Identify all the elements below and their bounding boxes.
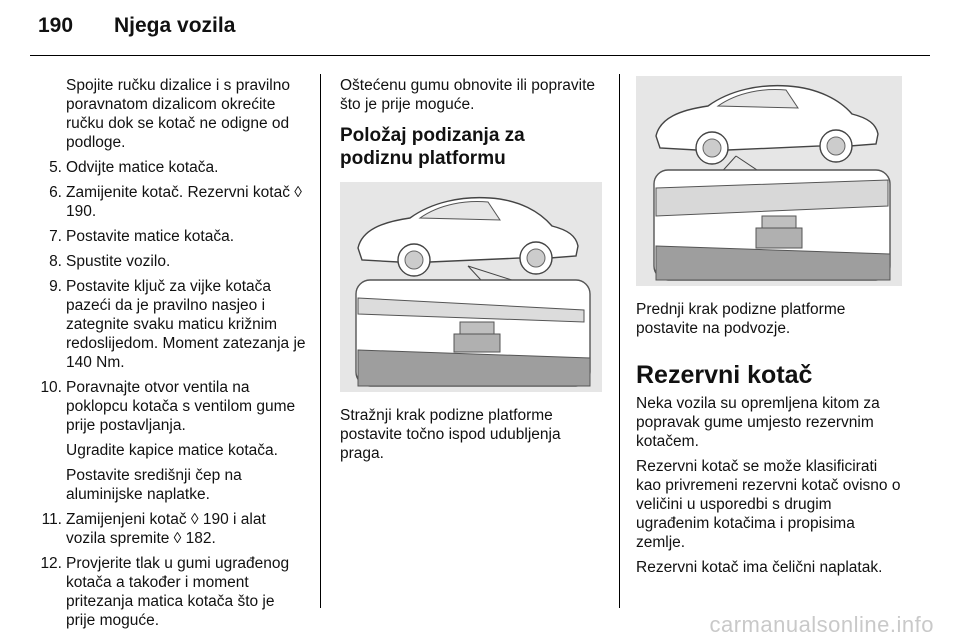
paragraph: Rezervni kotač se može klasificirati kao privremeni rezervni kotač ovisno o veličini u usporedbi s drugim ugrađenim kotačima i propisima zemlje. xyxy=(636,458,901,551)
front-lift-illustration-svg xyxy=(636,76,902,286)
paragraph: Oštećenu gumu obnovite ili popravite što je prije moguće. xyxy=(340,77,596,113)
header-rule xyxy=(30,55,930,56)
page-number: 190 xyxy=(38,14,74,37)
list-item: 7. Postavite matice kotača. xyxy=(49,228,234,245)
sub-paragraph: Postavite središnji čep na aluminijske naplatke. xyxy=(66,467,242,503)
column-3 xyxy=(636,76,902,583)
list-item: 9. Postavite ključ za vijke kotača pazeći da je pravilno nasjeo i zategnite svaku maticu križnim redoslijedom. Moment zatezanja je 140 Nm. xyxy=(49,278,306,371)
sub-paragraph: Ugradite kapice matice kotača. xyxy=(66,442,278,459)
paragraph: Neka vozila su opremljena kitom za popravak gume umjesto rezervnim kotačem. xyxy=(636,395,880,450)
list-item: 10. Poravnajte otvor ventila na poklopcu kotača s ventilom gume prije postavljanja. xyxy=(40,379,296,434)
rear-lift-illustration-svg xyxy=(340,182,602,392)
section-heading: Položaj podizanja za podiznu platformu xyxy=(340,125,525,169)
figure-caption: Stražnji krak podizne platforme postavite točno ispod udubljenja praga. xyxy=(340,407,561,462)
list-item: 12. Provjerite tlak u gumi ugrađenog kotača a također i moment pritezanja matica kotača što je prije moguće. xyxy=(40,555,290,629)
intro-paragraph: Spojite ručku dizalice i s pravilno poravnatom dizalicom okrećite ručku dok se kotač ne odigne od podloge. xyxy=(66,77,290,151)
column-divider-2 xyxy=(619,74,620,608)
section-heading: Rezervni kotač xyxy=(636,361,813,389)
rear-lift-point-illustration xyxy=(340,182,602,392)
list-item: 8. Spustite vozilo. xyxy=(49,253,171,270)
list-item: 6. Zamijenite kotač. Rezervni kotač ◊ 190. xyxy=(49,184,302,220)
list-item: 5. Odvijte matice kotača. xyxy=(49,159,219,176)
paragraph: Rezervni kotač ima čelični naplatak. xyxy=(636,559,883,576)
figure-caption: Prednji krak podizne platforme postavite na podvozje. xyxy=(636,301,846,337)
list-item: 11. Zamijenjeni kotač ◊ 190 i alat vozila spremite ◊ 182. xyxy=(41,511,266,547)
watermark: carmanualsonline.info xyxy=(709,612,934,637)
column-1 xyxy=(36,76,308,636)
column-divider-1 xyxy=(320,74,321,608)
front-lift-point-illustration xyxy=(636,76,902,286)
column-2 xyxy=(340,76,602,469)
page-title: Njega vozila xyxy=(114,14,236,37)
